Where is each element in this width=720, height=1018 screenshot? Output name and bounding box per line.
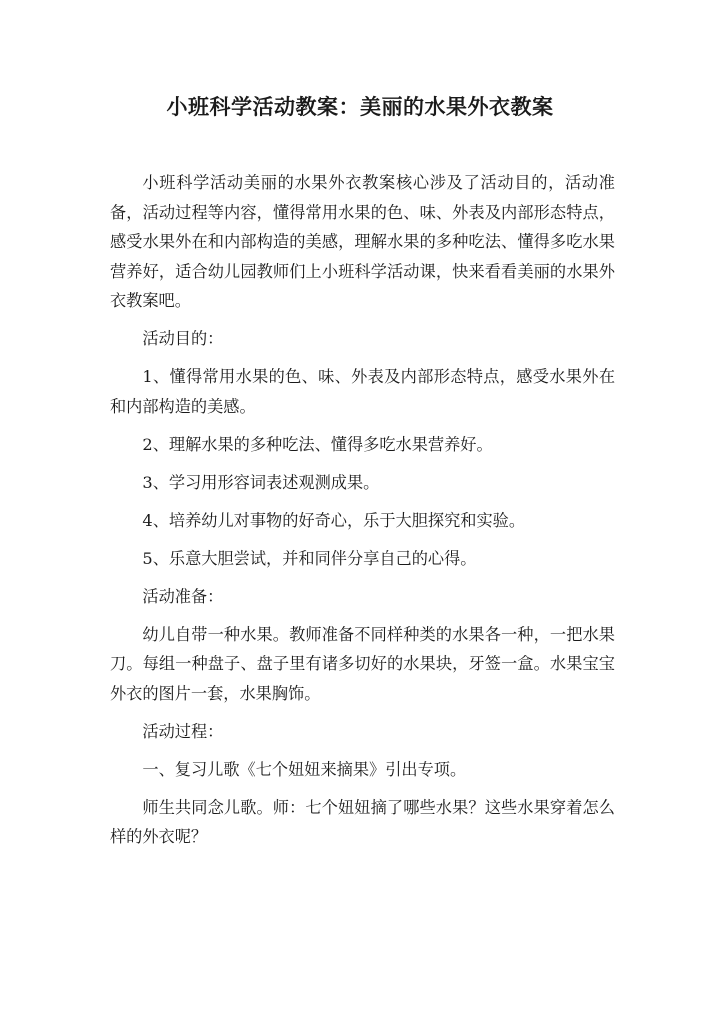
goal-item: 4、培养幼儿对事物的好奇心，乐于大胆探究和实验。 xyxy=(142,510,526,530)
intro-paragraph: 小班科学活动美丽的水果外衣教案核心涉及了活动目的，活动准备，活动过程等内容，懂得常用水果的色、味、外表及内部形态特点，感受水果外在和内部构造的美感，理解水果的多种吃法、懂得多吃水果营养好，适合幼儿园教师们上小班科学活动课，快来看看美丽的水果外衣教案吧。 xyxy=(110,173,615,310)
process-paragraph: 师生共同念儿歌。师：七个妞妞摘了哪些水果？这些水果穿着怎么样的外衣呢？ xyxy=(110,797,615,846)
section-heading-preparation: 活动准备： xyxy=(142,586,224,606)
section-heading-process: 活动过程： xyxy=(142,721,224,741)
goal-item: 3、学习用形容词表述观测成果。 xyxy=(142,472,380,492)
document-title: 小班科学活动教案：美丽的水果外衣教案 xyxy=(166,94,554,119)
goal-item: 1、懂得常用水果的色、味、外表及内部形态特点，感受水果外在和内部构造的美感。 xyxy=(110,367,615,416)
goal-item: 5、乐意大胆尝试，并和同伴分享自己的心得。 xyxy=(142,548,477,568)
preparation-paragraph: 幼儿自带一种水果。教师准备不同样种类的水果各一种，一把水果刀。每组一种盘子、盘子里有诸多切好的水果块，牙签一盒。水果宝宝外衣的图片一套，水果胸饰。 xyxy=(110,624,615,703)
process-step: 一、复习儿歌《七个妞妞来摘果》引出专项。 xyxy=(142,759,467,779)
section-heading-goals: 活动目的： xyxy=(142,329,224,348)
goal-item: 2、理解水果的多种吃法、懂得多吃水果营养好。 xyxy=(142,434,493,454)
document-body xyxy=(110,168,615,860)
